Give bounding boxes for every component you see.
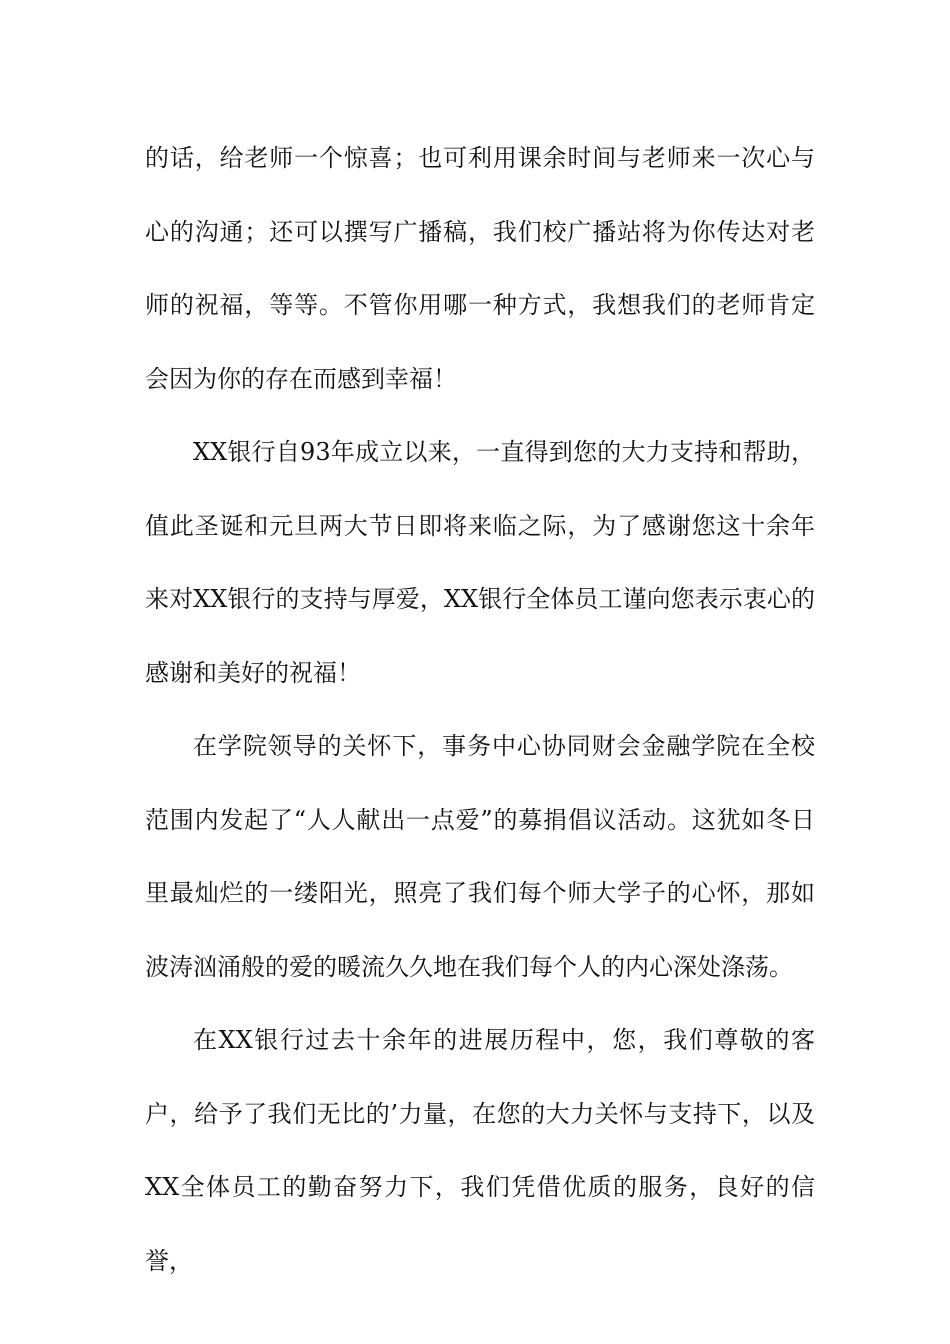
paragraph-bank-history: 在XX银行过去十余年的进展历程中，您，我们尊敬的客户，给予了我们无比的’力量，在您的大力关怀与支持下，以及XX全体员工的勤奋努力下，我们凭借优质的服务，良好的信誉， [145,1026,815,1275]
paragraph-bank-thanks: XX银行自93年成立以来，一直得到您的大力支持和帮助，值此圣诞和元旦两大节日即将来临之际，为了感谢您这十余年来对XX银行的支持与厚爱，XX银行全体员工谨向您表示衷心的感谢和美好的祝福！ [145,438,815,687]
paragraph-donation-campaign: 在学院领导的关怀下，事务中心协同财会金融学院在全校范围内发起了“人人献出一点爱”的募捐倡议活动。这犹如冬日里最灿烂的一缕阳光，照亮了我们每个师大学子的心怀，那如波涛汹涌般的爱的暖流久久地在我们每个人的内心深处涤荡。 [145,732,815,981]
paragraph-teacher-blessing: 的话，给老师一个惊喜；也可利用课余时间与老师来一次心与心的沟通；还可以撰写广播稿，我们校广播站将为你传达对老师的祝福，等等。不管你用哪一种方式，我想我们的老师肯定会因为你的存在而感到幸福！ [145,144,815,393]
document-body [145,122,815,1298]
